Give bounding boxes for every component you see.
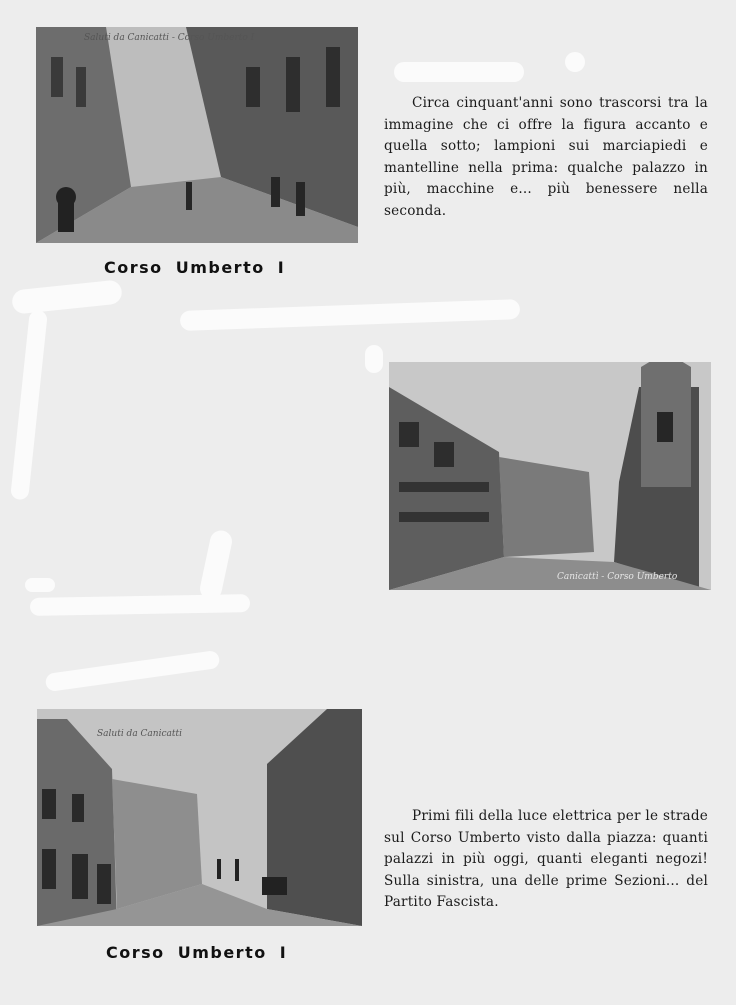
paragraph-2-text: Primi fili della luce elettrica per le strade sul Corso Umberto visto dalla piazza: quanti palazzi in più oggi, quanti eleganti negozi! Sulla sinistra, una delle prime Sezioni... del Partito Fascista. <box>384 808 708 910</box>
historic-street-photo-2 <box>389 362 711 590</box>
white-smear <box>10 310 48 501</box>
white-smear <box>198 528 234 601</box>
white-smear <box>565 52 585 72</box>
historic-street-photo-1 <box>36 27 358 243</box>
white-smear <box>25 578 55 592</box>
photo-inscription: Saluti da Canicatti - Corso Umberto I <box>84 33 255 43</box>
historic-street-photo-3 <box>37 709 362 926</box>
photo-caption-3: Corso Umberto I <box>106 943 288 962</box>
white-smear <box>180 299 520 331</box>
white-smear <box>365 345 383 373</box>
paragraph-2 <box>384 806 708 914</box>
white-smear <box>45 650 221 692</box>
photo-inscription: Canicattì - Corso Umberto <box>557 572 678 582</box>
white-smear <box>11 279 123 314</box>
photo-caption-1: Corso Umberto I <box>104 258 286 277</box>
photo-inscription: Saluti da Canicatti <box>97 729 182 739</box>
white-smear <box>394 62 524 82</box>
paragraph-1 <box>384 93 708 222</box>
paragraph-1-text: Circa cinquant'anni sono trascorsi tra la immagine che ci offre la figura accanto e quella sotto; lampioni sui marciapiedi e mantelline nella prima: qualche palazzo in più, macchine e... più benessere nella seconda. <box>384 95 708 219</box>
